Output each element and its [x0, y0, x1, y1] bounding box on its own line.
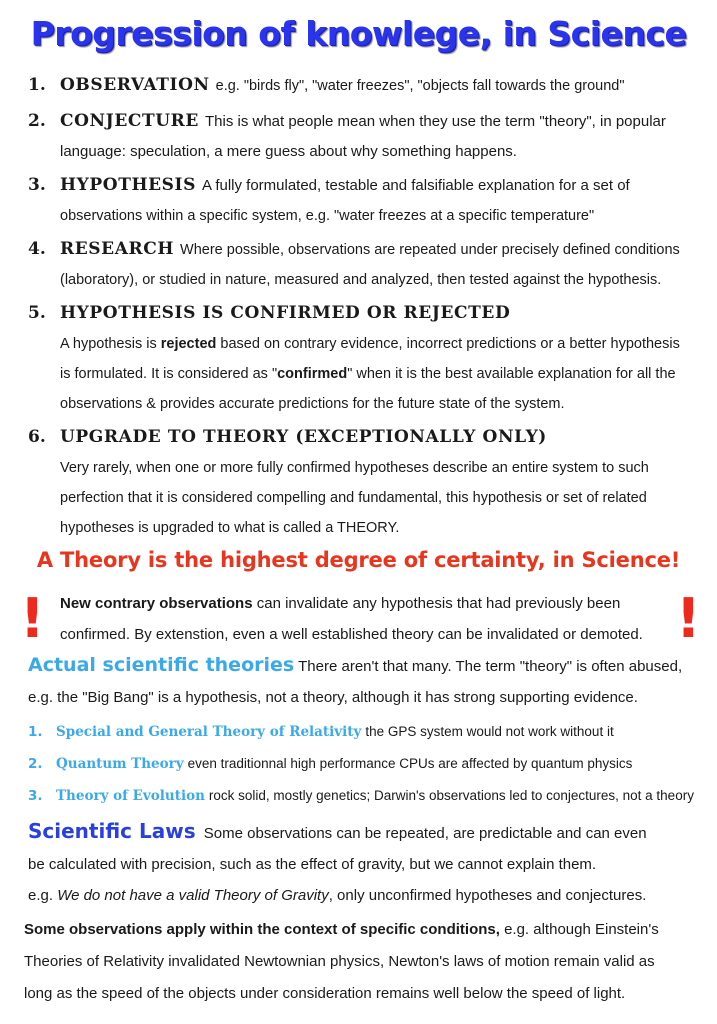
theory-note: rock solid, mostly genetics; Darwin's observations led to conjectures, not a theory: [208, 788, 694, 803]
step-number: 6.: [28, 427, 46, 447]
section-line: e.g. the "Big Bang" is a hypothesis, not a theory, although it has strong supporting evidence.: [28, 689, 638, 706]
step-number: 4.: [28, 239, 46, 259]
step-conjecture: [28, 106, 698, 167]
warning-bold: New contrary observations: [60, 595, 253, 612]
step-text-line: hypotheses is upgraded to what is called a THEORY.: [60, 520, 400, 536]
list-item: 2. Quantum Theory even traditionnal high performance CPUs are affected by quantum physics: [28, 756, 633, 772]
note-line: long as the speed of the objects under consideration remains well below the speed of light.: [24, 985, 626, 1002]
step-hypothesis: [28, 170, 698, 231]
scientific-laws-section: Scientific Laws Some observations can be repeated, are predictable and can even be calculated with precision, such as the effect of gravity, but we cannot explain them. e.g. We do not have a valid Theory of Gravity, only unconfirmed hypotheses and conjectures.: [28, 816, 700, 911]
section-heading: Scientific Laws: [28, 819, 196, 843]
conditions-note: Some observations apply within the context of specific conditions, e.g. although Einstein's Theories of Relativity invalidated Newtownian physics, Newton's laws of motion remain valid as long as the speed of the objects under consideration remains well below the speed of light.: [24, 914, 704, 1010]
step-number: 1.: [28, 75, 46, 95]
step-number: 3.: [28, 175, 46, 195]
step-number: 5.: [28, 303, 46, 323]
step-text-continued: language: speculation, a mere guess about why something happens.: [60, 143, 517, 160]
exclamation-icon: !: [20, 587, 45, 650]
theory-note: even traditionnal high performance CPUs are affected by quantum physics: [187, 756, 633, 771]
step-text-line: is formulated. It is considered as "confirmed" when it is the best available explanation for all the: [60, 366, 676, 382]
step-heading: HYPOTHESIS: [60, 175, 196, 195]
section-line: e.g. We do not have a valid Theory of Gravity, only unconfirmed hypotheses and conjectures.: [28, 887, 647, 904]
warning-line: confirmed. By extenstion, even a well established theory can be invalidated or demoted.: [60, 626, 643, 643]
step-text-line: observations & provides accurate predictions for the future state of the system.: [60, 396, 565, 412]
step-text: e.g. "birds fly", "water freezes", "objects fall towards the ground": [215, 78, 625, 94]
step-number: 2.: [28, 111, 46, 131]
step-heading: OBSERVATION: [60, 75, 210, 95]
list-item: 3. Theory of Evolution rock solid, mostly genetics; Darwin's observations led to conjectures, not a theory: [28, 788, 694, 804]
step-text: This is what people mean when they use the term "theory", in popular: [204, 113, 666, 130]
step-text-line: perfection that it is considered compelling and fundamental, this hypothesis or set of related: [60, 490, 647, 506]
theory-name: Special and General Theory of Relativity: [56, 724, 362, 740]
step-text-line: A hypothesis is rejected based on contrary evidence, incorrect predictions or a better hypothesis: [60, 336, 680, 352]
page-title: Progression of knowlege, in Science: [30, 14, 687, 53]
step-heading: UPGRADE TO THEORY (EXCEPTIONALLY ONLY): [60, 427, 547, 447]
theory-name: Theory of Evolution: [56, 788, 205, 804]
list-item: 1. Special and General Theory of Relativity the GPS system would not work without it: [28, 724, 614, 740]
exclamation-icon: !: [676, 587, 701, 650]
step-heading: RESEARCH: [60, 239, 175, 259]
theory-note: the GPS system would not work without it: [365, 724, 614, 739]
step-confirmed-or-rejected: [28, 298, 698, 419]
step-text-continued: observations within a specific system, e.g. "water freezes at a specific temperature": [60, 208, 595, 224]
note-line: Theories of Relativity invalidated Newtownian physics, Newton's laws of motion remain valid as: [24, 953, 655, 970]
step-text: A fully formulated, testable and falsifiable explanation for a set of: [201, 177, 630, 194]
warning-note: New contrary observations can invalidate any hypothesis that had previously been confirmed. By extenstion, even a well established theory can be invalidated or demoted.: [60, 588, 672, 650]
tagline: A Theory is the highest degree of certainty, in Science!: [36, 548, 681, 572]
theory-name: Quantum Theory: [56, 756, 184, 772]
section-line: be calculated with precision, such as the effect of gravity, but we cannot explain them.: [28, 856, 597, 873]
step-text-line: Very rarely, when one or more fully confirmed hypotheses describe an entire system to such: [60, 460, 649, 476]
step-heading: HYPOTHESIS IS CONFIRMED OR REJECTED: [60, 303, 511, 323]
step-research: [28, 234, 698, 295]
step-upgrade-to-theory: [28, 422, 698, 543]
step-heading: CONJECTURE: [60, 111, 199, 131]
step-text: Where possible, observations are repeated under precisely defined conditions: [180, 242, 680, 258]
section-heading: Actual scientific theories: [28, 654, 295, 676]
step-observation: [28, 70, 698, 101]
step-text-continued: (laboratory), or studied in nature, measured and analyzed, then tested against the hypothesis.: [60, 272, 662, 288]
actual-theories-section: Actual scientific theories There aren't that many. The term "theory" is often abused, e.g. the "Big Bang" is a hypothesis, not a theory, although it has strong supporting evidence.: [28, 650, 700, 713]
